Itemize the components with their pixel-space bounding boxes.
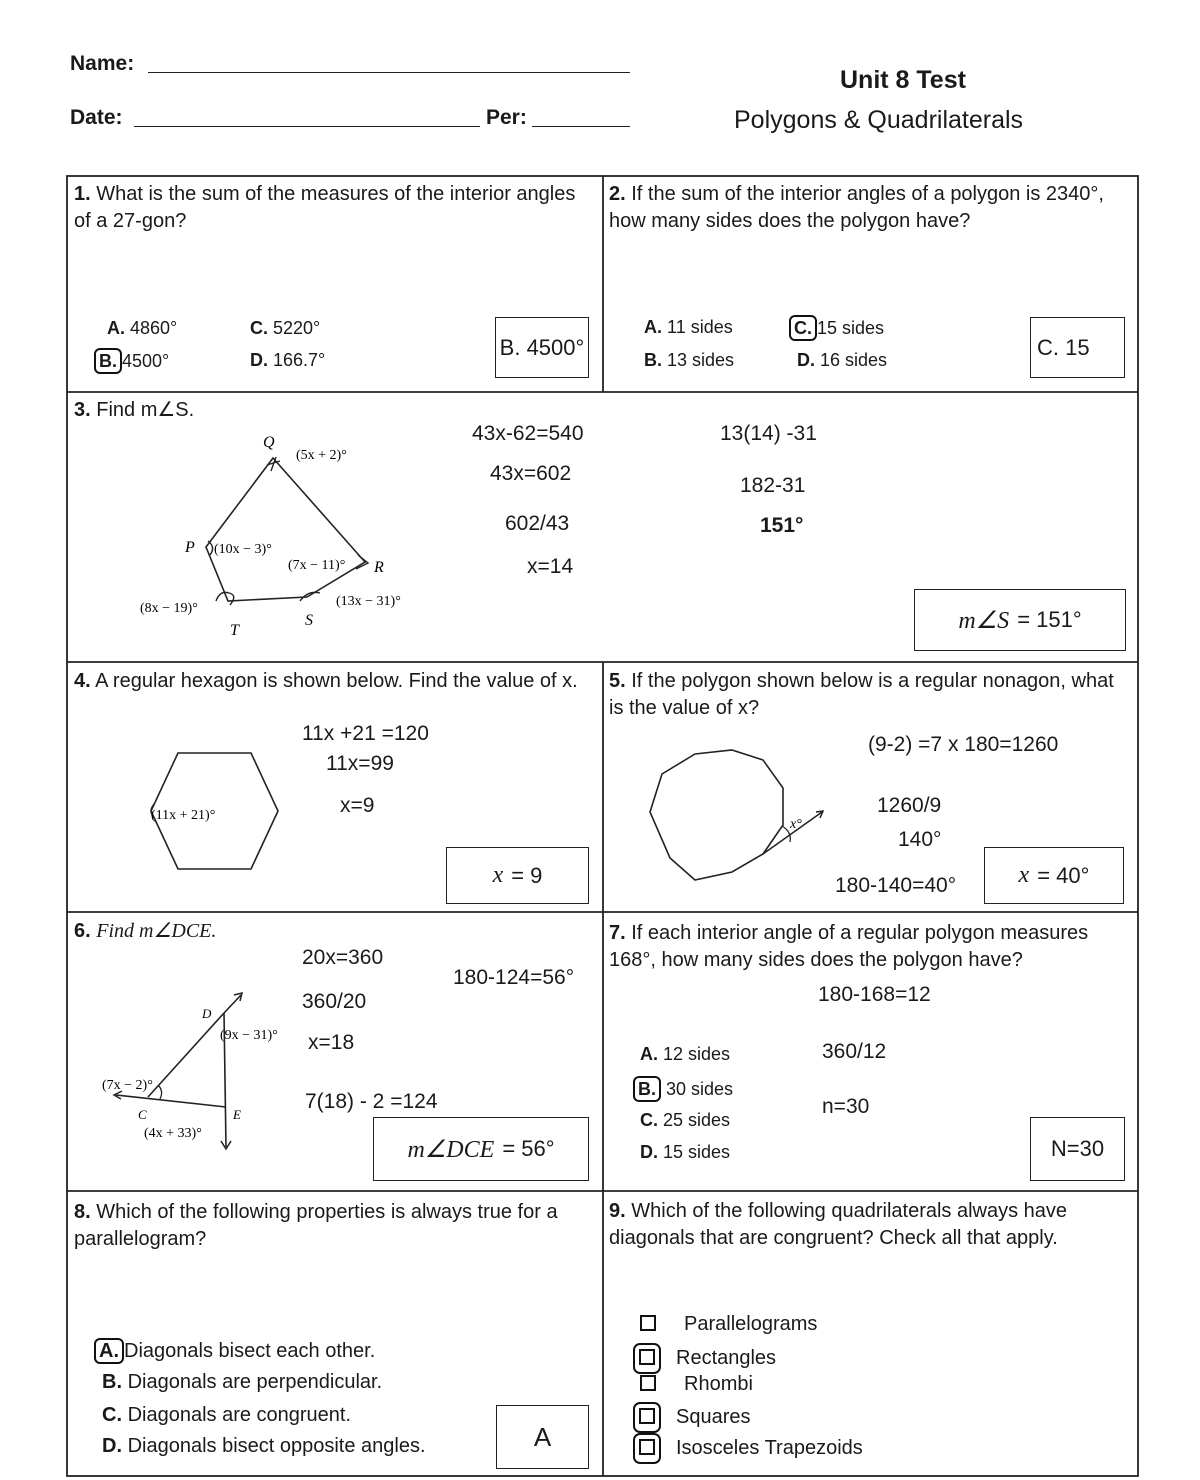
q5-nonagon [650, 750, 783, 880]
q6-number: 6. [74, 920, 91, 942]
q3-label-p: P [185, 539, 195, 556]
per-label: Per: [486, 106, 527, 129]
q3-answer-rhs: = 151° [1017, 607, 1082, 632]
q7-selected-marker: B. [633, 1076, 661, 1102]
test-subtitle: Polygons & Quadrilaterals [734, 106, 1024, 134]
q6-work-line: x=18 [308, 1031, 355, 1054]
q2-option-b[interactable]: B. 13 sides [644, 350, 735, 370]
q5-answer-lhs: x [1018, 862, 1030, 888]
q3-number: 3. [74, 399, 91, 421]
q6-angle-d: (9x − 31)° [220, 1028, 278, 1043]
q3-work-line: x=14 [527, 555, 574, 578]
q6-work-line: 20x=360 [302, 946, 384, 969]
q8-option-a[interactable]: A. Diagonals bisect each other. [94, 1338, 375, 1364]
q1-text: What is the sum of the measures of the interior angles of a 27-gon? [74, 183, 576, 232]
q7-option-d[interactable]: D. 15 sides [640, 1142, 731, 1162]
q7-option-a[interactable]: A. 12 sides [640, 1044, 731, 1064]
q6-answer-lhs: m∠DCE [407, 1136, 495, 1163]
q8-text: Which of the following properties is always true for a parallelogram? [74, 1201, 558, 1250]
q5-answer-rhs: = 40° [1037, 862, 1090, 888]
q4-prompt [74, 668, 594, 695]
q5-work-line: 1260/9 [877, 794, 942, 817]
q3-work-line: 182-31 [740, 474, 806, 497]
q1-number: 1. [74, 183, 91, 205]
q1-option-a[interactable]: A. 4860° [107, 318, 178, 338]
q9-prompt [609, 1198, 1119, 1252]
q8-option-b[interactable]: B. Diagonals are perpendicular. [102, 1371, 383, 1393]
checkbox-icon [639, 1408, 655, 1424]
q1-option-c[interactable]: C. 5220° [250, 318, 321, 338]
name-label: Name: [70, 52, 135, 75]
q8-answer-box[interactable]: A [496, 1405, 589, 1469]
checked-marker [633, 1433, 661, 1464]
q3-label-q: Q [263, 434, 275, 451]
q3-pentagon [206, 458, 365, 601]
q5-answer-box[interactable] [984, 847, 1124, 904]
q3-angle-t: (8x − 19)° [140, 601, 198, 616]
q3-work-line: 13(14) -31 [720, 422, 817, 445]
q1-prompt [74, 181, 594, 235]
q3-angle-s: (13x − 31)° [336, 594, 401, 609]
q5-prompt [609, 668, 1129, 722]
q8-prompt [74, 1199, 574, 1253]
q4-number: 4. [74, 670, 91, 692]
q6-label-d: D [202, 1006, 212, 1021]
q9-checkbox-rectangles[interactable]: Rectangles [640, 1343, 776, 1374]
q6-angle-e: (4x + 33)° [144, 1126, 202, 1141]
q2-number: 2. [609, 183, 626, 205]
q7-text: If each interior angle of a regular polygon measures 168°, how many sides does the polygon have? [609, 922, 1089, 971]
q5-angle-label: x° [790, 817, 802, 832]
date-label: Date: [70, 106, 123, 129]
q3-angle-q: (5x + 2)° [296, 448, 347, 463]
q7-option-b[interactable]: B. 30 sides [633, 1076, 733, 1102]
q6-answer-rhs: = 56° [502, 1136, 555, 1161]
checked-marker [633, 1402, 661, 1433]
q4-answer-lhs: x [492, 862, 504, 888]
test-title: Unit 8 Test [840, 66, 966, 94]
q6-text: Find m∠DCE. [96, 920, 217, 942]
q9-number: 9. [609, 1200, 626, 1222]
q4-work-line: 11x=99 [326, 752, 394, 775]
q5-nonagon-figure [640, 742, 840, 892]
checked-marker [633, 1343, 661, 1374]
q3-answer-box[interactable] [914, 589, 1126, 651]
q8-number: 8. [74, 1201, 91, 1223]
q2-option-a[interactable]: A. 11 sides [644, 317, 733, 337]
q3-work-line: 43x-62=540 [472, 422, 584, 445]
q3-pentagon-figure [130, 425, 450, 645]
q6-prompt [74, 918, 216, 945]
q6-label-c: C [138, 1107, 147, 1122]
q6-work-line: 180-124=56° [453, 966, 575, 989]
q6-angle-c: (7x − 2)° [102, 1078, 153, 1093]
q3-label-s: S [305, 612, 313, 629]
checkbox-icon [640, 1315, 656, 1331]
checkbox-icon [639, 1439, 655, 1455]
q6-label-e: E [233, 1107, 241, 1122]
q7-work-line: n=30 [822, 1095, 870, 1118]
q3-label-t: T [230, 622, 239, 639]
q3-angle-r: (7x − 11)° [288, 558, 346, 573]
q2-answer-box[interactable]: C. 15 [1030, 317, 1125, 378]
q6-work-line: 7(18) - 2 =124 [305, 1090, 438, 1113]
q2-text: If the sum of the interior angles of a polygon is 2340°, how many sides does the polygon have? [609, 183, 1104, 232]
q5-text: If the polygon shown below is a regular nonagon, what is the value of x? [609, 670, 1114, 719]
q8-option-c[interactable]: C. Diagonals are congruent. [102, 1404, 352, 1426]
checkbox-icon [639, 1349, 655, 1365]
q3-text: Find m∠S. [96, 399, 195, 421]
q6-work-line: 360/20 [302, 990, 367, 1013]
q7-work-line: 180-168=12 [818, 983, 931, 1006]
q4-work-line: x=9 [340, 794, 375, 817]
q7-number: 7. [609, 922, 626, 944]
q8-option-d[interactable]: D. Diagonals bisect opposite angles. [102, 1435, 426, 1457]
q5-work-line: 180-140=40° [835, 874, 957, 897]
q2-selected-marker: C. [789, 315, 817, 341]
q3-label-r: R [374, 559, 384, 576]
q1-option-b[interactable]: B. 4500° [94, 348, 169, 374]
q9-text: Which of the following quadrilaterals always have diagonals that are congruent? Check all that apply. [609, 1200, 1068, 1249]
q2-option-d[interactable]: D. 16 sides [797, 350, 888, 370]
q4-hexagon-figure [135, 745, 295, 885]
q3-work-line: 43x=602 [490, 462, 572, 485]
q4-text: A regular hexagon is shown below. Find the value of x. [95, 670, 578, 692]
q8-selected-marker: A. [94, 1338, 124, 1364]
q9-checkbox-squares[interactable]: Squares [640, 1402, 751, 1433]
q2-option-c[interactable]: C. 15 sides [789, 315, 884, 341]
q3-angle-p: (10x − 3)° [214, 542, 272, 557]
q6-triangle-figure [100, 985, 300, 1160]
q5-work-line: 140° [898, 828, 942, 851]
q7-answer-box[interactable]: N=30 [1030, 1117, 1125, 1181]
q3-work-line: 602/43 [505, 512, 570, 535]
q5-number: 5. [609, 670, 626, 692]
q3-prompt [74, 397, 194, 424]
q4-answer-box[interactable] [446, 847, 589, 904]
q9-checkbox-rhombi[interactable]: Rhombi [640, 1373, 753, 1396]
q5-work-line: (9-2) =7 x 180=1260 [868, 733, 1059, 756]
q4-angle-label: (11x + 21)° [151, 808, 216, 823]
q7-option-c[interactable]: C. 25 sides [640, 1110, 731, 1130]
q3-work-line: 151° [760, 514, 804, 537]
q9-checkbox-isosceles-trapezoids[interactable]: Isosceles Trapezoids [640, 1433, 863, 1464]
q7-work-line: 360/12 [822, 1040, 887, 1063]
q2-prompt [609, 181, 1129, 235]
q4-work-line: 11x +21 =120 [302, 722, 429, 745]
q1-answer-box[interactable]: B. 4500° [495, 317, 589, 378]
q9-checkbox-parallelograms[interactable]: Parallelograms [640, 1313, 817, 1336]
q7-prompt [609, 920, 1109, 974]
checkbox-icon [640, 1375, 656, 1391]
q1-selected-marker: B. [94, 348, 122, 374]
q1-option-d[interactable]: D. 166.7° [250, 350, 326, 370]
q6-answer-box[interactable] [373, 1117, 589, 1181]
q4-answer-rhs: = 9 [511, 862, 543, 888]
q3-answer-lhs: m∠S [958, 607, 1010, 634]
